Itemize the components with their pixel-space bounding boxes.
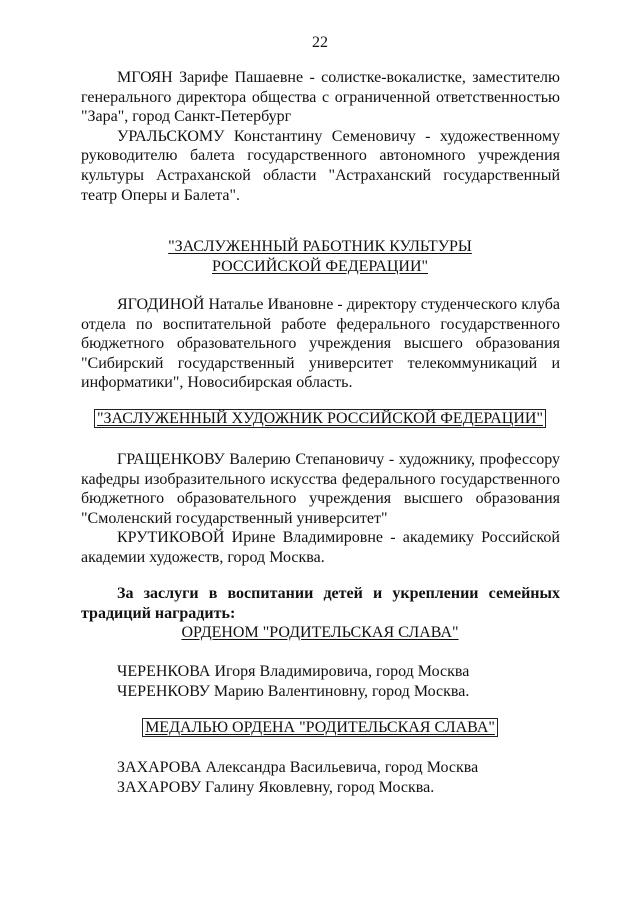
award-list-section-3 <box>81 450 560 568</box>
heading-medal-parental-glory <box>60 718 580 738</box>
heading-medal-text: МЕДАЛЬЮ ОРДЕНА "РОДИТЕЛЬСКАЯ СЛАВА" <box>142 718 498 737</box>
award-entry-uralsky: УРАЛЬСКОМУ Константину Семеновичу - художественному руководителю балета государственного автономного учреждения культуры Астраханской области "Астраханский государственный театр Оперы и Балета". <box>81 127 560 204</box>
order-recipient-1: ЧЕРЕНКОВА Игоря Владимировича, город Москва <box>117 663 470 680</box>
award-entry-krutikova: КРУТИКОВОЙ Ирине Владимировне - академику Российской академии художеств, город Москва. <box>81 529 560 566</box>
heading-honored-culture-worker <box>60 237 580 277</box>
heading-culture-line-1: "ЗАСЛУЖЕННЫЙ РАБОТНИК КУЛЬТУРЫ <box>168 238 472 255</box>
order-recipient-2: ЧЕРЕНКОВУ Марию Валентиновну, город Москва. <box>117 682 470 700</box>
award-list-section-5 <box>81 758 560 797</box>
award-intro-text: За заслуги в воспитании детей и укреплении семейных традиций наградить: <box>81 585 560 622</box>
heading-honored-artist <box>60 409 580 429</box>
award-list-section-2 <box>81 295 560 393</box>
award-intro <box>81 584 560 623</box>
medal-recipient-2: ЗАХАРОВУ Галину Яковлевну, город Москва. <box>117 778 435 796</box>
medal-recipient-1: ЗАХАРОВА Александра Васильевича, город Москва <box>117 759 479 776</box>
award-entry-mgoyan: МГОЯН Зарифе Пашаевне - солистке-вокалистке, заместителю генерального директора общества с ограниченной ответственностью "Зара", город Санкт-Петербург <box>81 69 560 126</box>
award-entry-grashchenkov: ГРАЩЕНКОВУ Валерию Степановичу - художнику, профессору кафедры изобразительного искусства федерального государственного бюджетного образовательного учреждения высшего образования "Смоленский государственный университет" <box>81 451 560 527</box>
heading-order-parental-glory <box>60 623 580 643</box>
award-list-section-1 <box>81 68 560 205</box>
heading-order-text: ОРДЕНОМ "РОДИТЕЛЬСКАЯ СЛАВА" <box>181 624 459 641</box>
award-list-section-4 <box>81 662 560 701</box>
page-number: 22 <box>312 34 328 51</box>
heading-artist-text: "ЗАСЛУЖЕННЫЙ ХУДОЖНИК РОССИЙСКОЙ ФЕДЕРАЦИИ" <box>94 409 546 428</box>
heading-culture-line-2: РОССИЙСКОЙ ФЕДЕРАЦИИ" <box>211 258 429 275</box>
award-entry-yagodina: ЯГОДИНОЙ Наталье Ивановне - директору студенческого клуба отдела по воспитательной работе федерального государственного бюджетного образовательного учреждения высшего образования "Сибирский государственный университет телекоммуникаций и информатики", Новосибирская область. <box>81 296 560 392</box>
